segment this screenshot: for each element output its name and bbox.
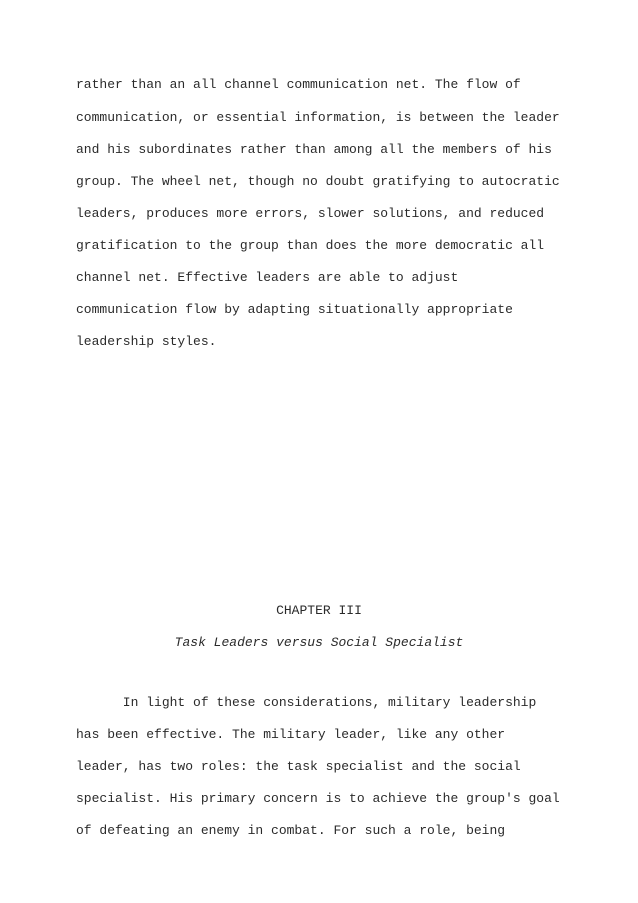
text-line: communication flow by adapting situationally appropriate (76, 302, 513, 317)
text-line: communication, or essential information, is between the leader (76, 110, 560, 125)
text-line: In light of these considerations, military leadership (76, 695, 537, 710)
text-line: and his subordinates rather than among all the members of his (76, 142, 552, 157)
text-line: specialist. His primary concern is to achieve the group's goal (76, 791, 560, 806)
text-line: leaders, produces more errors, slower solutions, and reduced (76, 206, 545, 221)
text-line: has been effective. The military leader, like any other (76, 727, 506, 742)
text-line: leader, has two roles: the task specialist and the social (76, 759, 521, 774)
text-line: leadership styles. (76, 334, 217, 349)
text-line: group. The wheel net, though no doubt gratifying to autocratic (76, 174, 560, 189)
text-line: rather than an all channel communication net. The flow of (76, 77, 521, 92)
chapter-subtitle: Task Leaders versus Social Specialist (174, 635, 464, 650)
text-line: of defeating an enemy in combat. For such a role, being (76, 823, 506, 838)
chapter-heading: CHAPTER III (276, 603, 362, 618)
text-line: gratification to the group than does the more democratic all (76, 238, 545, 253)
text-line: channel net. Effective leaders are able to adjust (76, 270, 459, 285)
